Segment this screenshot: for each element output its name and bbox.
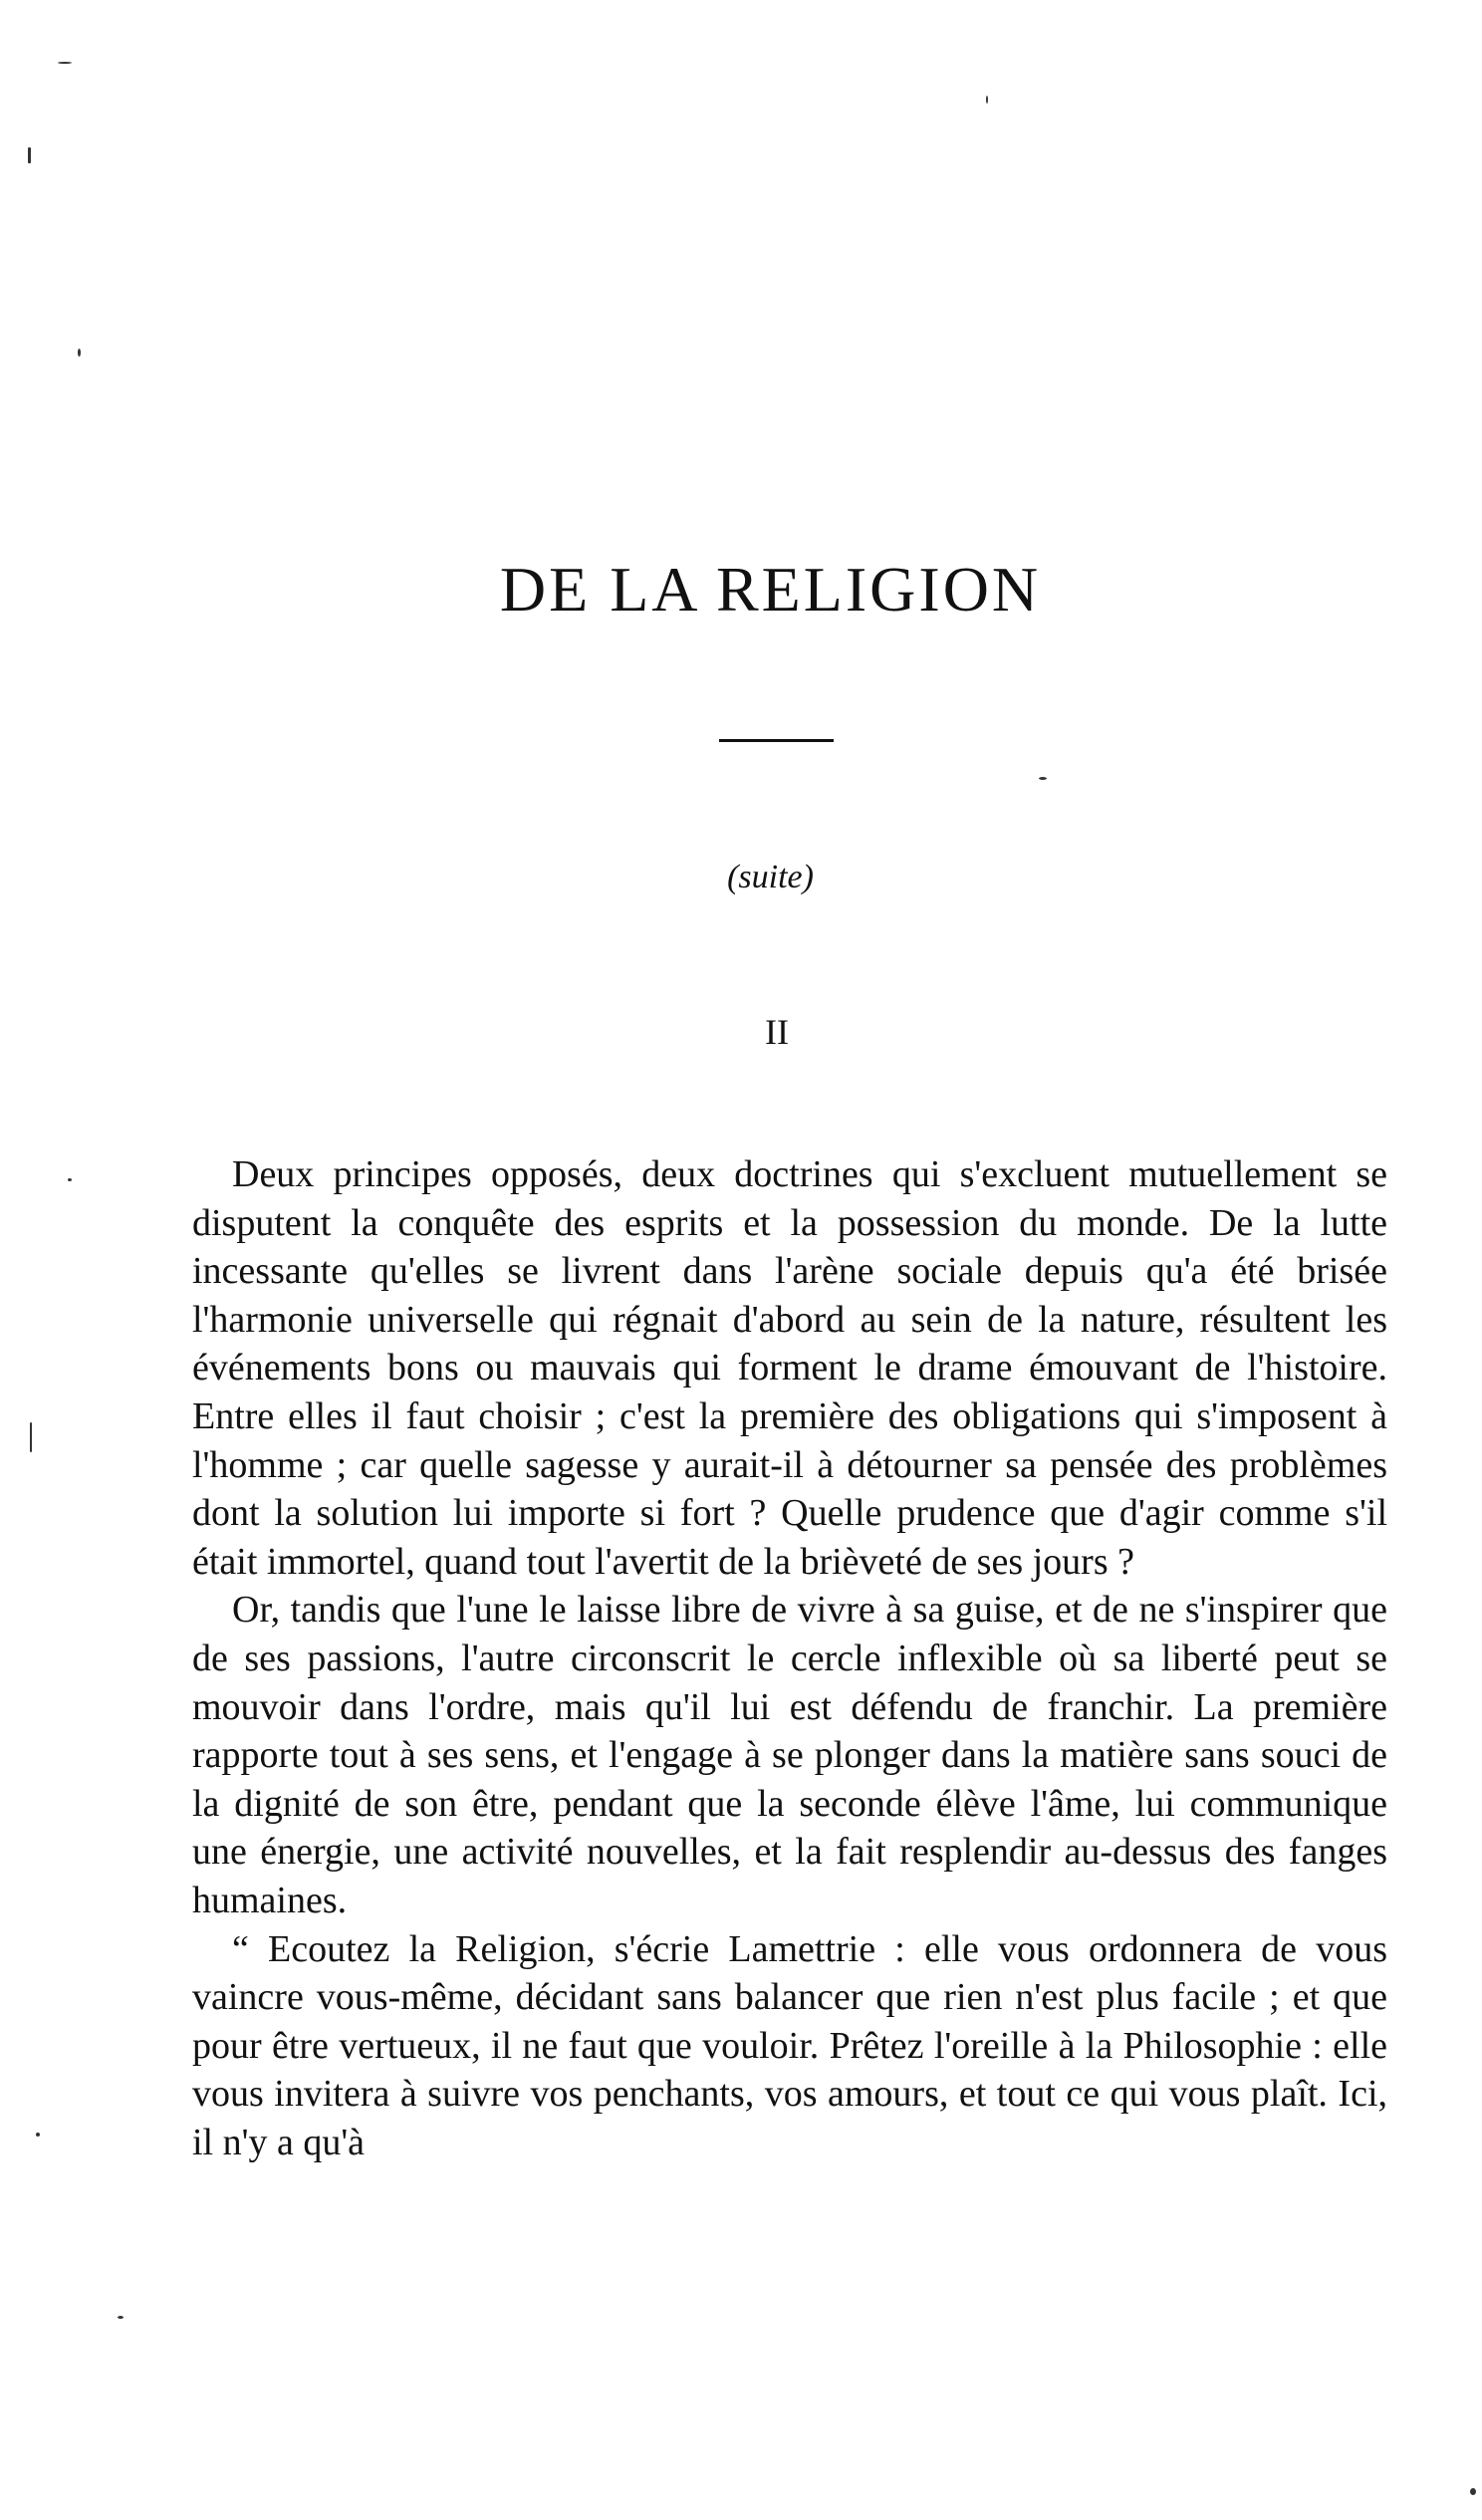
scan-speck bbox=[68, 1178, 72, 1181]
scan-speck bbox=[986, 96, 988, 104]
paragraph: Deux principes opposés, deux doctrines qui s'excluent mutuellement se disputent la conquête des esprits et la possession du monde. De la lutte incessante qu'elles se livrent dans l'arène sociale depuis qu'a été brisée l'harmonie universelle qui régnait d'abord au sein de la nature, résultent les événements bons ou mauvais qui forment le drame émouvant de l'histoire. Entre elles il faut choisir ; c'est la première des obligations qui s'imposent à l'homme ; car quelle sagesse y aurait-il à détourner sa pensée des problèmes dont la solution lui importe si fort ? Quelle prudence que d'agir comme s'il était immortel, quand tout l'avertit de la brièveté de ses jours ? bbox=[192, 1153, 1387, 1583]
chapter-subtitle: (suite) bbox=[727, 859, 814, 895]
paragraph: “ Ecoutez la Religion, s'écrie Lamettrie : elle vous ordonnera de vous vaincre vous-même, décidant sans balancer que rien n'est plus facile ; et que pour être vertueux, il ne faut que vouloir. Prêtez l'oreille à la Philosophie : elle vous invitera à suivre vos penchants, vos amours, et tout ce qui vous plaît. Ici, il n'y a qu'à bbox=[192, 1927, 1387, 2163]
paragraph: Or, tandis que l'une le laisse libre de vivre à sa guise, et de ne s'inspirer que de ses passions, l'autre circonscrit le cercle inflexible où sa liberté peut se mouvoir dans l'ordre, mais qu'il lui est défendu de franchir. La première rapporte tout à ses sens, et l'engage à se plonger dans la matière sans souci de la dignité de son être, pendant que la seconde élève l'âme, lui communique une énergie, une activité nouvelles, et la fait resplendir au-dessus des fanges humaines. bbox=[192, 1589, 1387, 1921]
chapter-title: DE LA RELIGION bbox=[499, 554, 1042, 625]
scan-speck bbox=[28, 147, 31, 163]
section-number: II bbox=[765, 1012, 789, 1052]
scan-speck bbox=[78, 349, 81, 357]
scan-speck bbox=[1039, 777, 1047, 780]
scan-speck bbox=[58, 62, 72, 64]
title-rule bbox=[719, 739, 834, 742]
scan-speck bbox=[118, 2316, 124, 2319]
body-text bbox=[192, 1150, 1387, 2166]
scan-speck bbox=[1470, 2488, 1476, 2495]
scan-speck bbox=[36, 2133, 40, 2137]
scan-speck bbox=[30, 1422, 32, 1452]
